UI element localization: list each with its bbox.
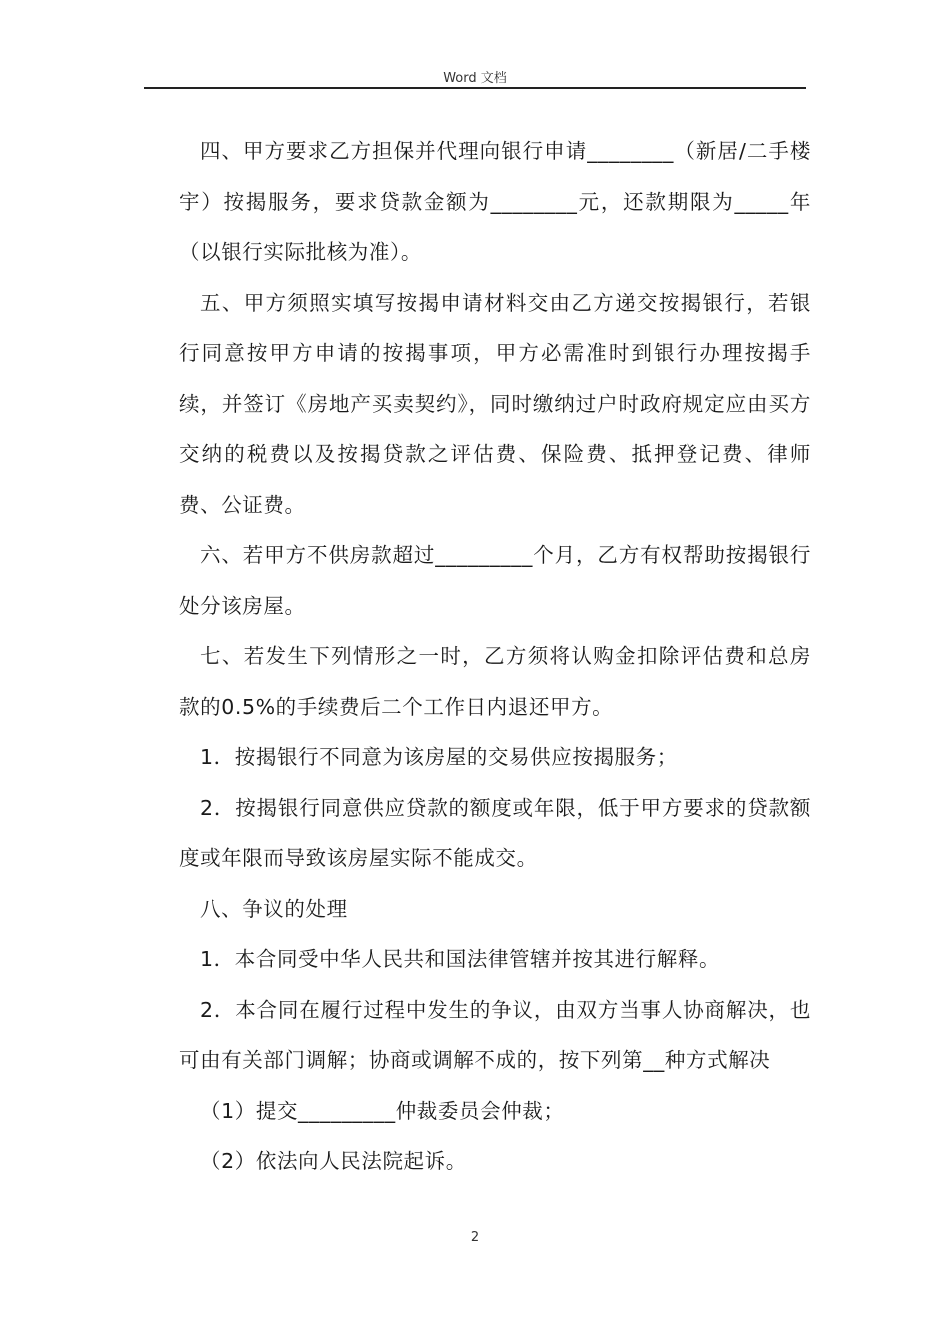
paragraph-clause-4: 四、甲方要求乙方担保并代理向银行申请________（新居/二手楼宇）按揭服务，要求贷款金额为________元，还款期限为_____年（以银行实际批核为准）。 <box>179 139 811 264</box>
page-header-title: Word 文档 <box>443 71 507 86</box>
paragraph-clause-8-item-1: 1．本合同受中华人民共和国法律管辖并按其进行解释。 <box>200 947 721 971</box>
paragraph-clause-5: 五、甲方须照实填写按揭申请材料交由乙方递交按揭银行，若银行同意按甲方申请的按揭事项，甲方必需准时到银行办理按揭手续，并签订《房地产买卖契约》，同时缴纳过户时政府规定应由买方交纳的税费以及按揭贷款之评估费、保险费、抵押登记费、律师费、公证费。 <box>179 290 811 517</box>
paragraph-clause-7-item-2: 2．按揭银行同意供应贷款的额度或年限，低于甲方要求的贷款额度或年限而导致该房屋实际不能成交。 <box>179 795 811 870</box>
paragraph-option-2: （2）依法向人民法院起诉。 <box>200 1149 467 1173</box>
paragraph-clause-7-item-1: 1．按揭银行不同意为该房屋的交易供应按揭服务； <box>200 745 678 769</box>
paragraph-clause-8-heading: 八、争议的处理 <box>200 896 348 921</box>
paragraph-option-1: （1）提交_________仲裁委员会仲裁； <box>200 1098 565 1123</box>
paragraph-clause-7: 七、若发生下列情形之一时，乙方须将认购金扣除评估费和总房款的0.5%的手续费后二个工作日内退还甲方。 <box>179 644 811 719</box>
document-body <box>179 126 811 1187</box>
paragraph-clause-8-item-2: 2．本合同在履行过程中发生的争议，由双方当事人协商解决，也可由有关部门调解；协商或调解不成的，按下列第__种方式解决 <box>179 997 811 1072</box>
header-divider <box>144 87 806 89</box>
page-number: 2 <box>470 1230 480 1245</box>
paragraph-clause-6: 六、若甲方不供房款超过_________个月，乙方有权帮助按揭银行处分该房屋。 <box>179 543 811 618</box>
